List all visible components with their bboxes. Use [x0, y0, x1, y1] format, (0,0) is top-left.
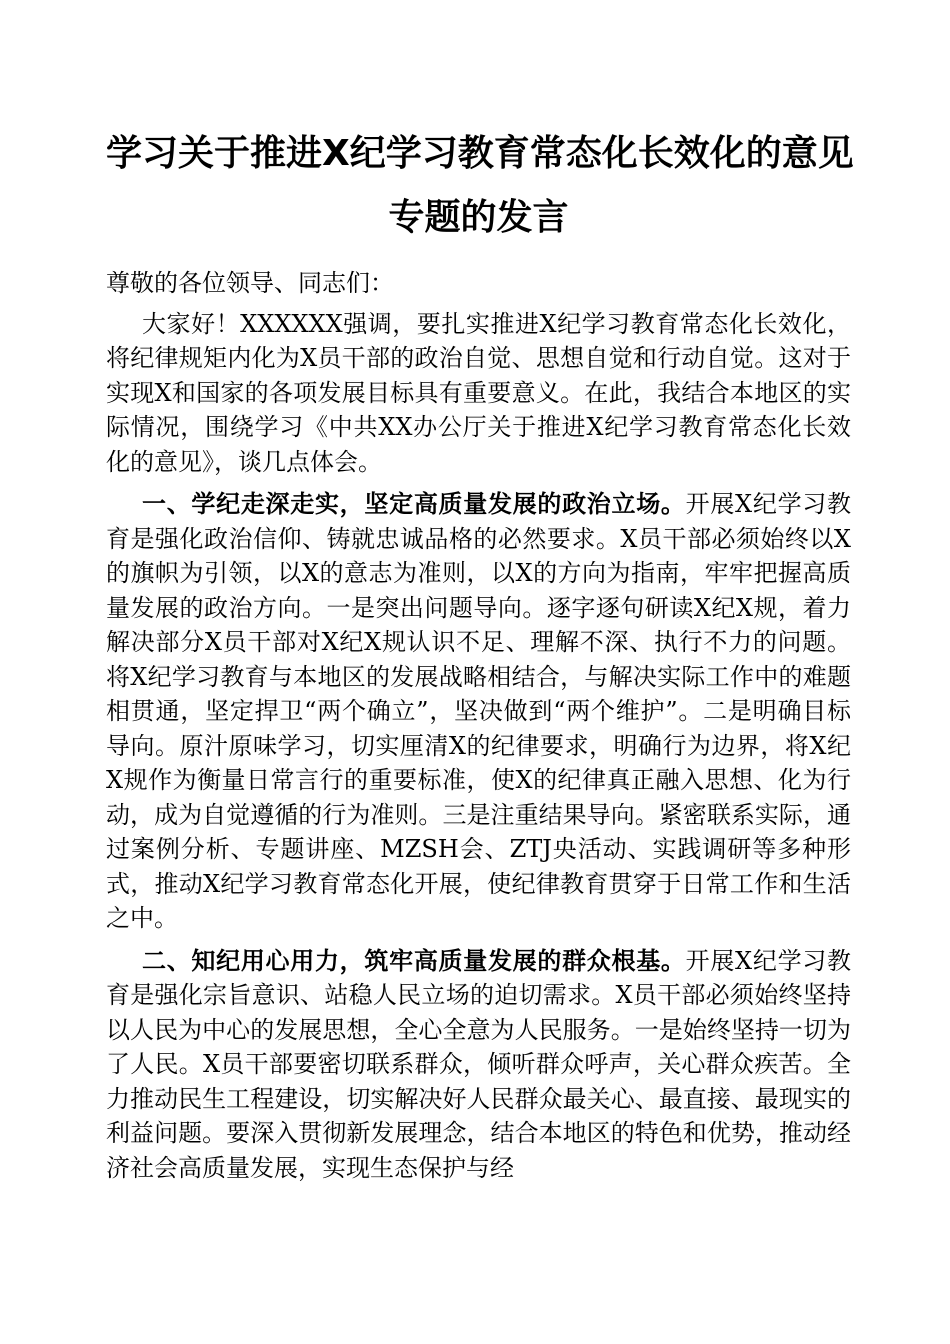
section-1-body: 开展X纪学习教育是强化政治信仰、铸就忠诚品格的必然要求。X员干部必须始终以X的旗帜为引领，以X的意志为准则，以X的方向为指南，牢牢把握高质量发展的政治方向。一是突出问题导向。逐字逐句研读X纪X规，着力解决部分X员干部对X纪X规认识不足、理解不深、执行不力的问题。将X纪学习教育与本地区的发展战略相结合，与解决实际工作中的难题相贯通，坚定捍卫“两个确立”，坚决做到“两个维护”。二是明确目标导向。原汁原味学习，切实厘清X的纪律要求，明确行为边界，将X纪X规作为衡量日常言行的重要标准，使X的纪律真正融入思想、化为行动，成为自觉遵循的行为准则。三是注重结果导向。紧密联系实际，通过案例分析、专题讲座、MZSH会、ZTJ央活动、实践调研等多种形式，推动X纪学习教育常态化开展，使纪律教育贯穿于日常工作和生活之中。	[106, 490, 851, 932]
section-1-paragraph	[106, 487, 851, 936]
title-line-2: 专题的发言	[388, 197, 569, 238]
section-2-heading: 二、知纪用心用力，筑牢高质量发展的群众根基。	[142, 946, 686, 975]
intro-paragraph: 大家好！XXXXXX强调，要扎实推进X纪学习教育常态化长效化，将纪律规矩内化为X员干部的政治自觉、思想自觉和行动自觉。这对于实现X和国家的各项发展目标具有重要意义。在此，我结合本地区的实际情况，围绕学习《中共XX办公厅关于推进X纪学习教育常态化长效化的意见》，谈几点体会。	[106, 309, 851, 476]
section-1-heading: 一、学纪走深走实，坚定高质量发展的政治立场。	[142, 490, 686, 518]
section-2-paragraph	[106, 944, 851, 1186]
document-page	[106, 122, 854, 1193]
salutation: 尊敬的各位领导、同志们：	[106, 269, 394, 297]
section-2-body: 开展X纪学习教育是强化宗旨意识、站稳人民立场的迫切需求。X员干部必须始终坚持以人民为中心的发展思想，全心全意为人民服务。一是始终坚持一切为了人民。X员干部要密切联系群众，倾听群众呼声，关心群众疾苦。全力推动民生工程建设，切实解决好人民群众最关心、最直接、最现实的利益问题。要深入贯彻新发展理念，结合本地区的特色和优势，推动经济社会高质量发展，实现生态保护与经	[106, 946, 851, 1182]
document-title	[106, 122, 854, 250]
title-line-1: 学习关于推进X纪学习教育常态化长效化的意见	[106, 133, 854, 174]
